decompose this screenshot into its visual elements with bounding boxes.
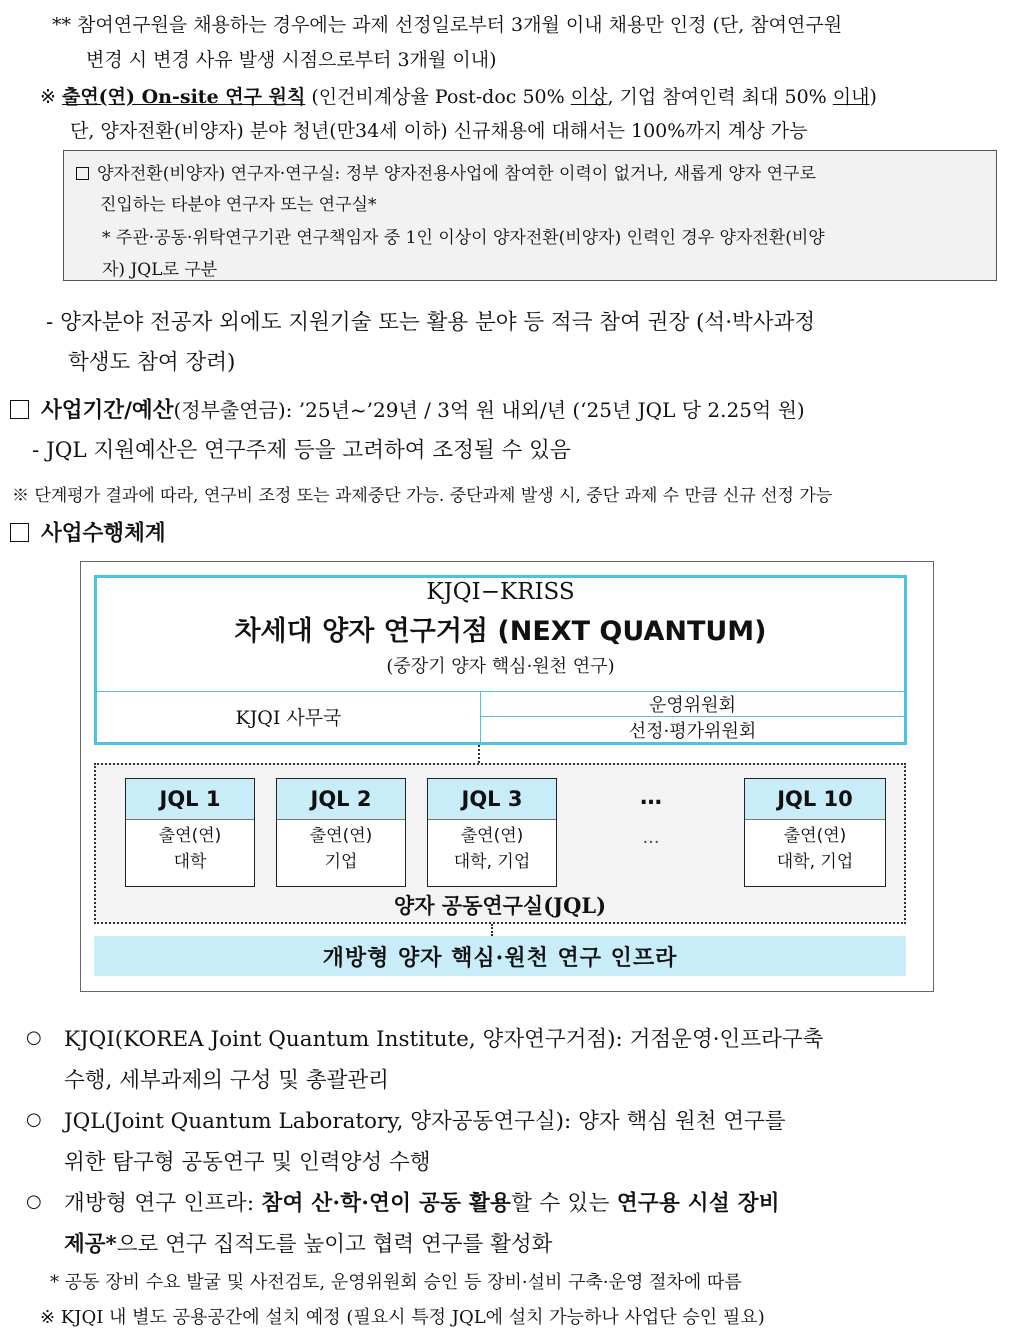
checkbox-icon bbox=[10, 400, 29, 419]
org-diagram bbox=[80, 561, 934, 992]
jql-card: JQL 3 출연(연) 대학, 기업 bbox=[427, 778, 557, 887]
onsite-principle-title: 출연(연) On-site 연구 원칙 bbox=[61, 86, 306, 108]
jql-card: JQL 1 출연(연) 대학 bbox=[125, 778, 255, 887]
jql-name: JQL 10 bbox=[745, 779, 885, 820]
budget-sub: - JQL 지원예산은 연구주제 등을 고려하여 조정될 수 있음 bbox=[32, 438, 571, 463]
kjqi-header bbox=[97, 578, 904, 692]
bullet-icon: ○ bbox=[26, 1191, 42, 1212]
selection-committee: 선정·평가위원회 bbox=[628, 720, 757, 742]
budget-note: ※ 단계평가 결과에 따라, 연구비 조정 또는 과제중단 가능. 중단과제 발생 시, 중단 과제 수 만큼 신규 선정 가능 bbox=[12, 486, 833, 506]
onsite-principle-line1: ※ 출연(연) On-site 연구 원칙 (인건비계상율 Post-doc 50% 이상, 기업 참여인력 최대 50% 이내) bbox=[40, 86, 877, 108]
recruit-note-line1: ** 참여연구원을 채용하는 경우에는 과제 선정일로부터 3개월 이내 채용만 인정 (단, 참여연구원 bbox=[52, 14, 843, 36]
system-heading: 사업수행체계 bbox=[10, 516, 166, 547]
bullet-icon: ○ bbox=[26, 1027, 42, 1048]
jql-label: 양자 공동연구실(JQL) bbox=[393, 893, 607, 918]
org-name: KJQI−KRISS bbox=[426, 579, 575, 605]
bullet-icon: ○ bbox=[26, 1109, 42, 1130]
kjqi-box bbox=[94, 575, 907, 745]
jql-name: JQL 1 bbox=[126, 779, 254, 820]
connector bbox=[491, 924, 493, 936]
bullet-kjqi-line1: KJQI(KOREA Joint Quantum Institute, 양자연구거점): 거점운영·인프라구축 bbox=[64, 1027, 824, 1052]
budget-heading: 사업기간/예산(정부출연금): ’25년~’29년 / 3억 원 내외/년 (‘25년 JQL 당 2.25억 원) bbox=[10, 393, 805, 424]
jql-ellipsis: … … bbox=[640, 785, 662, 848]
checkbox-icon bbox=[10, 523, 29, 542]
infra-bar: 개방형 양자 핵심·원천 연구 인프라 bbox=[94, 936, 906, 976]
center-subtitle: (중장기 양자 핵심·원천 연구) bbox=[386, 656, 615, 677]
definition-line1: 양자전환(비양자) 연구자·연구실: 정부 양자전용사업에 참여한 이력이 없거나, 새롭게 양자 연구로 bbox=[76, 159, 816, 184]
footnote-2: ※ KJQI 내 별도 공용공간에 설치 예정 (필요시 특정 JQL에 설치 가능하나 사업단 승인 필요) bbox=[40, 1307, 765, 1328]
bullet-jql-line2: 위한 탐구형 공동연구 및 인력양성 수행 bbox=[64, 1150, 431, 1175]
definition-footnote-line2: 자) JQL로 구분 bbox=[102, 260, 218, 280]
definition-footnote-line1: * 주관·공동·위탁연구기관 연구책임자 중 1인 이상이 양자전환(비양자) 인력인 경우 양자전환(비양 bbox=[102, 228, 825, 248]
recruit-note-line2: 변경 시 변경 사유 발생 시점으로부터 3개월 이내) bbox=[86, 49, 497, 71]
jql-card: JQL 10 출연(연) 대학, 기업 bbox=[744, 778, 886, 887]
committees bbox=[481, 691, 904, 742]
onsite-principle-line2: 단, 양자전환(비양자) 분야 청년(만34세 이하) 신규채용에 대해서는 100%까지 계상 가능 bbox=[70, 120, 808, 142]
kjqi-office: KJQI 사무국 bbox=[97, 691, 481, 742]
participation-note-line2: 학생도 참여 장려) bbox=[68, 350, 236, 375]
reference-mark: ※ bbox=[40, 86, 56, 108]
bullet-infra-line1: 개방형 연구 인프라: 참여 산·학·연이 공동 활용할 수 있는 연구용 시설 장비 bbox=[64, 1191, 780, 1216]
jql-name: JQL 2 bbox=[277, 779, 405, 820]
bullet-kjqi-line2: 수행, 세부과제의 구성 및 총괄관리 bbox=[64, 1068, 389, 1093]
participation-note-line1: - 양자분야 전공자 외에도 지원기술 또는 활용 분야 등 적극 참여 권장 (석·박사과정 bbox=[46, 310, 816, 335]
footnote-1: * 공동 장비 수요 발굴 및 사전검토, 운영위원회 승인 등 장비·설비 구축·운영 절차에 따름 bbox=[50, 1272, 742, 1293]
bullet-infra-line2: 제공*으로 연구 집적도를 높이고 협력 연구를 활성화 bbox=[64, 1232, 553, 1257]
bullet-jql-line1: JQL(Joint Quantum Laboratory, 양자공동연구실): 양자 핵심 원천 연구를 bbox=[64, 1109, 786, 1134]
center-title: 차세대 양자 연구거점 (NEXT QUANTUM) bbox=[234, 616, 767, 647]
definition-line2: 진입하는 타분야 연구자 또는 연구실* bbox=[100, 195, 377, 215]
checkbox-icon bbox=[76, 167, 89, 180]
connector bbox=[478, 745, 480, 763]
jql-area bbox=[94, 763, 906, 924]
jql-name: JQL 3 bbox=[428, 779, 556, 820]
definition-box bbox=[63, 150, 997, 281]
operation-committee: 운영위원회 bbox=[481, 691, 904, 717]
jql-card: JQL 2 출연(연) 기업 bbox=[276, 778, 406, 887]
